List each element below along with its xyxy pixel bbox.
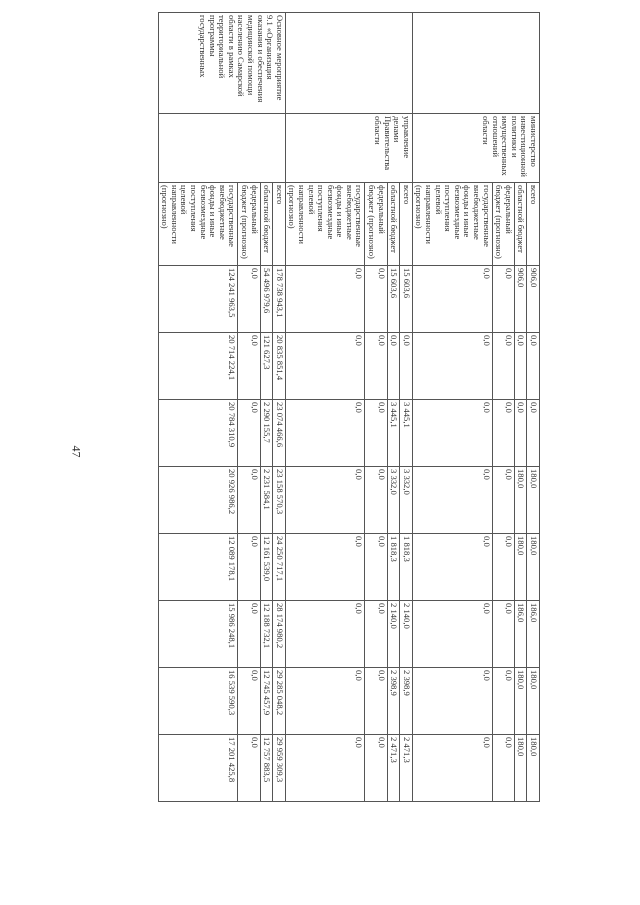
value-cell: 0,0 (365, 534, 387, 601)
value-cell: 0,0 (285, 333, 365, 400)
value-cell: 0,0 (365, 266, 387, 333)
value-cell: 17 201 425,8 (158, 735, 238, 802)
value-cell: 0,0 (365, 735, 387, 802)
type-cell: федеральный бюджет (прогнозно) (365, 183, 387, 266)
value-cell: 24 250 717,1 (273, 534, 286, 601)
value-cell: 20 784 310,9 (158, 400, 238, 467)
value-cell: 180,0 (514, 668, 527, 735)
value-cell: 12 757 883,5 (260, 735, 273, 802)
value-cell: 0,0 (238, 534, 260, 601)
value-cell: 3 332,0 (387, 467, 400, 534)
value-cell: 0,0 (527, 333, 540, 400)
value-cell: 180,0 (527, 668, 540, 735)
type-cell: всего (527, 183, 540, 266)
value-cell: 15 986 248,1 (158, 601, 238, 668)
value-cell: 0,0 (285, 467, 365, 534)
value-cell: 15 603,6 (400, 266, 413, 333)
type-cell: федеральный бюджет (прогнозно) (238, 183, 260, 266)
value-cell: 0,0 (238, 266, 260, 333)
measure-cell: Основное мероприятие 9.1 «Организация оказания и обеспечения медицинской помощи населению Самарской области в рамках территориальной программы государственных (158, 13, 285, 114)
value-cell: 180,0 (527, 534, 540, 601)
page-number: 47 (69, 445, 84, 458)
value-cell: 3 445,1 (400, 400, 413, 467)
value-cell: 0,0 (412, 467, 492, 534)
value-cell: 2 140,0 (400, 601, 413, 668)
value-cell: 0,0 (492, 266, 514, 333)
value-cell: 0,0 (365, 400, 387, 467)
value-cell: 0,0 (492, 601, 514, 668)
value-cell: 186,0 (527, 601, 540, 668)
type-cell: государственные внебюджетные фонды и иные безвозмездные поступления целевой направленности (прогнозно) (158, 183, 238, 266)
value-cell: 0,0 (514, 400, 527, 467)
value-cell: 0,0 (238, 668, 260, 735)
table-row (273, 13, 286, 802)
value-cell: 0,0 (492, 400, 514, 467)
value-cell: 16 539 590,3 (158, 668, 238, 735)
value-cell: 0,0 (412, 735, 492, 802)
measure-cell-empty (285, 13, 412, 114)
value-cell: 0,0 (412, 601, 492, 668)
budget-table (158, 12, 540, 802)
value-cell: 0,0 (238, 735, 260, 802)
value-cell: 2 471,3 (387, 735, 400, 802)
value-cell: 0,0 (365, 333, 387, 400)
value-cell: 0,0 (492, 668, 514, 735)
value-cell: 12 161 539,0 (260, 534, 273, 601)
value-cell: 0,0 (238, 467, 260, 534)
type-cell: областной бюджет (387, 183, 400, 266)
type-cell: всего (273, 183, 286, 266)
value-cell: 0,0 (238, 333, 260, 400)
value-cell: 20 926 986,2 (158, 467, 238, 534)
value-cell: 0,0 (492, 467, 514, 534)
value-cell: 12 089 178,1 (158, 534, 238, 601)
value-cell: 12 188 732,1 (260, 601, 273, 668)
value-cell: 0,0 (285, 534, 365, 601)
measure-cell-empty (412, 13, 539, 114)
value-cell: 0,0 (238, 400, 260, 467)
table-row (527, 13, 540, 802)
value-cell: 3 332,0 (400, 467, 413, 534)
value-cell: 29 285 048,2 (273, 668, 286, 735)
value-cell: 3 445,1 (387, 400, 400, 467)
org-cell: управление делами Правительства области (285, 114, 412, 183)
value-cell: 23 074 466,6 (273, 400, 286, 467)
value-cell: 0,0 (285, 668, 365, 735)
value-cell: 20 714 224,1 (158, 333, 238, 400)
value-cell: 2 140,0 (387, 601, 400, 668)
value-cell: 2 398,9 (400, 668, 413, 735)
value-cell: 15 603,6 (387, 266, 400, 333)
value-cell: 0,0 (285, 601, 365, 668)
value-cell: 0,0 (365, 467, 387, 534)
value-cell: 2 398,9 (387, 668, 400, 735)
value-cell: 180,0 (514, 735, 527, 802)
value-cell: 0,0 (365, 601, 387, 668)
value-cell: 0,0 (412, 668, 492, 735)
value-cell: 0,0 (492, 333, 514, 400)
value-cell: 178 738 943,1 (273, 266, 286, 333)
value-cell: 906,0 (527, 266, 540, 333)
value-cell: 0,0 (387, 333, 400, 400)
value-cell: 121 627,3 (260, 333, 273, 400)
value-cell: 0,0 (492, 735, 514, 802)
value-cell: 124 241 963,5 (158, 266, 238, 333)
value-cell: 0,0 (412, 333, 492, 400)
value-cell: 54 496 979,6 (260, 266, 273, 333)
org-cell: министерство инвестиционной политики и имущественных отношений области (412, 114, 539, 183)
value-cell: 20 835 851,4 (273, 333, 286, 400)
type-cell: областной бюджет (260, 183, 273, 266)
value-cell: 1 818,3 (400, 534, 413, 601)
value-cell: 0,0 (527, 400, 540, 467)
value-cell: 2 231 584,1 (260, 467, 273, 534)
value-cell: 180,0 (527, 735, 540, 802)
value-cell: 180,0 (514, 467, 527, 534)
value-cell: 2 471,3 (400, 735, 413, 802)
value-cell: 0,0 (365, 668, 387, 735)
type-cell: федеральный бюджет (прогнозно) (492, 183, 514, 266)
value-cell: 0,0 (492, 534, 514, 601)
value-cell: 0,0 (285, 400, 365, 467)
value-cell: 906,0 (514, 266, 527, 333)
value-cell: 0,0 (412, 400, 492, 467)
value-cell: 0,0 (412, 266, 492, 333)
value-cell: 0,0 (285, 735, 365, 802)
value-cell: 12 745 457,9 (260, 668, 273, 735)
value-cell: 0,0 (412, 534, 492, 601)
value-cell: 28 174 980,2 (273, 601, 286, 668)
value-cell: 180,0 (514, 534, 527, 601)
value-cell: 2 290 155,7 (260, 400, 273, 467)
value-cell: 0,0 (285, 266, 365, 333)
type-cell: всего (400, 183, 413, 266)
org-cell-empty (158, 114, 285, 183)
value-cell: 0,0 (238, 601, 260, 668)
value-cell: 0,0 (400, 333, 413, 400)
value-cell: 29 959 309,3 (273, 735, 286, 802)
value-cell: 1 818,3 (387, 534, 400, 601)
type-cell: областной бюджет (514, 183, 527, 266)
type-cell: государственные внебюджетные фонды и иные безвозмездные поступления целевой направленности (прогнозно) (412, 183, 492, 266)
value-cell: 0,0 (514, 333, 527, 400)
value-cell: 186,0 (514, 601, 527, 668)
table-row (400, 13, 413, 802)
type-cell: государственные внебюджетные фонды и иные безвозмездные поступления целевой направленности (прогнозно) (285, 183, 365, 266)
value-cell: 180,0 (527, 467, 540, 534)
value-cell: 23 158 570,3 (273, 467, 286, 534)
